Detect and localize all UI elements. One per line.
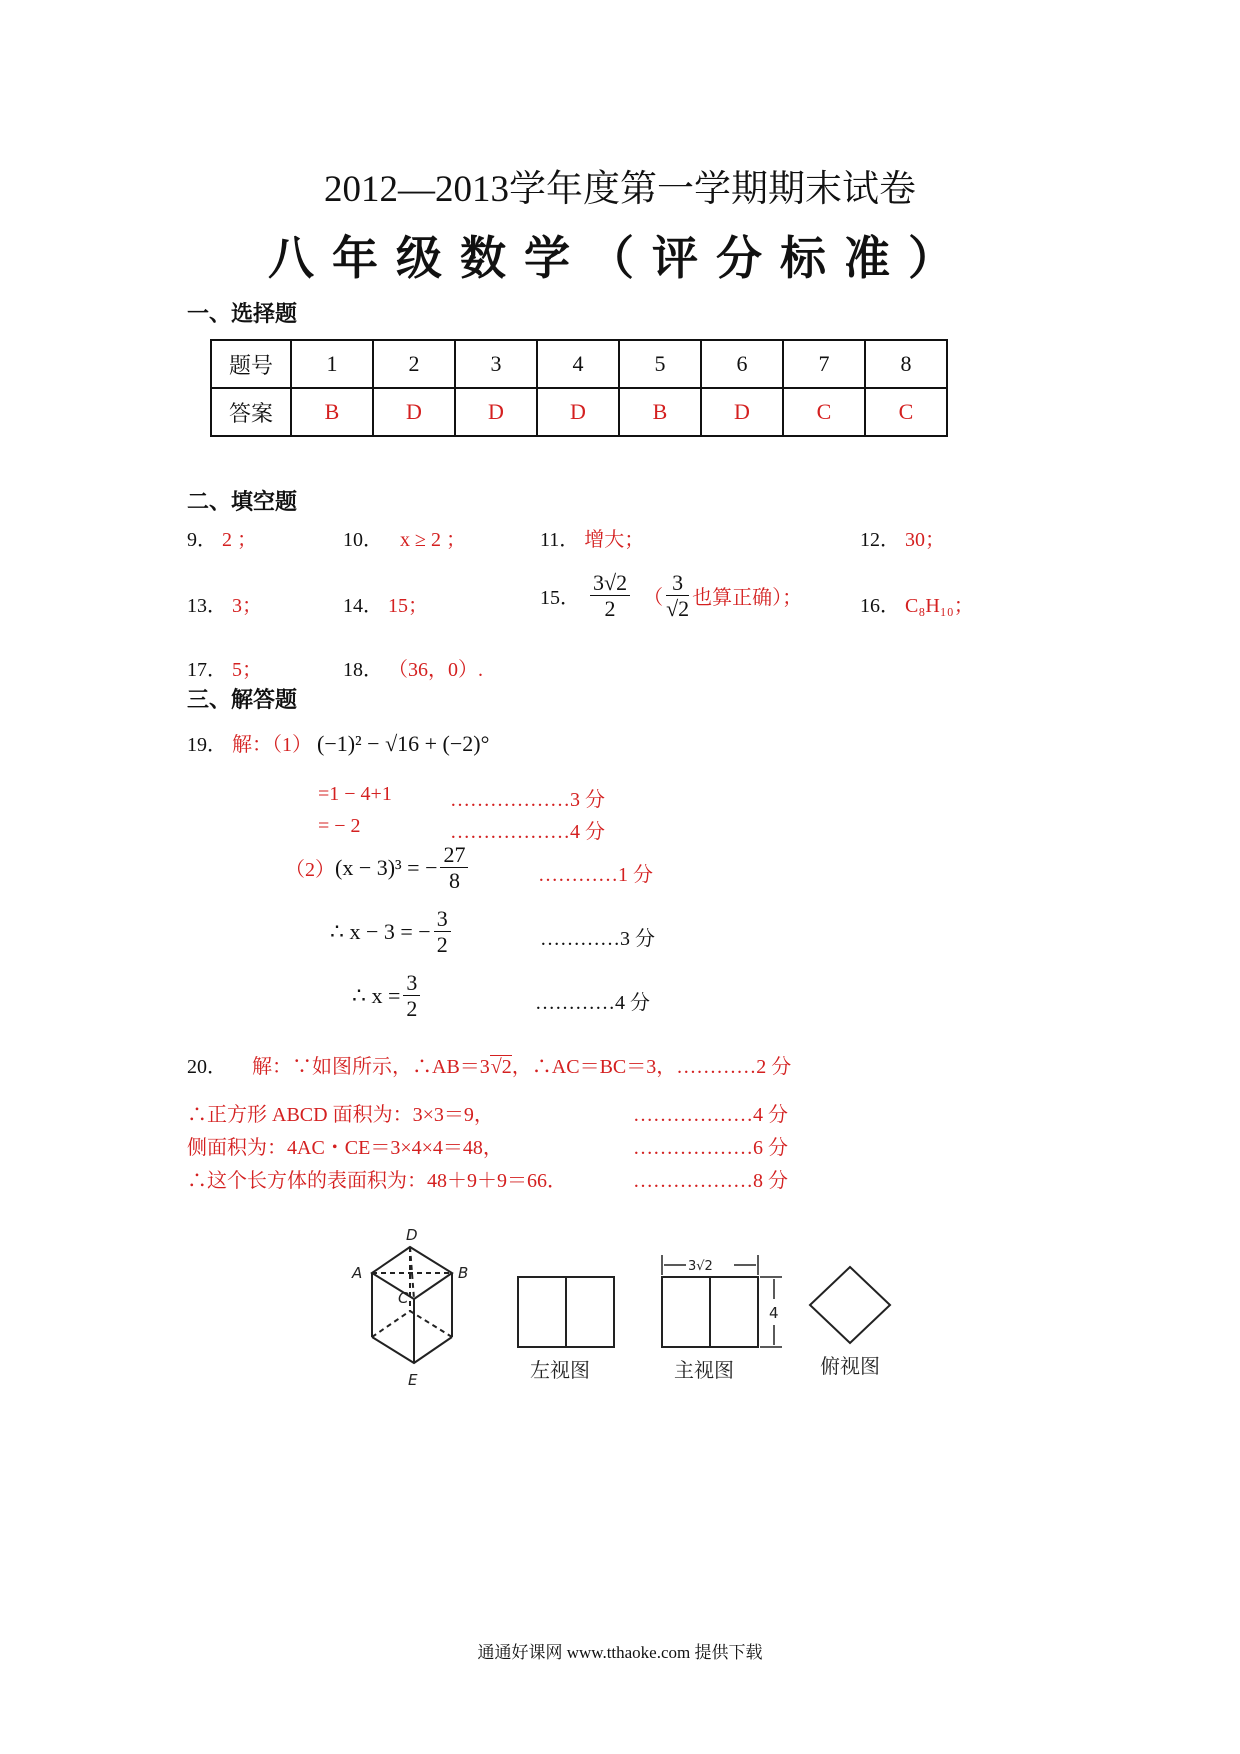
q19-part-2-step-1-score: …………3 分	[540, 928, 655, 950]
left-view-label: 左视图	[530, 1358, 590, 1382]
q19-step-1-score: ………………3 分	[450, 789, 605, 811]
item-number: 10．	[343, 529, 383, 551]
q20-sqrt: √2	[490, 1056, 512, 1078]
fraction-answer	[590, 570, 630, 622]
q20-line-4: ∴这个长方体的表面积为：48＋9＋9＝66．	[187, 1170, 567, 1192]
fraction-numerator: 3	[434, 906, 451, 932]
fraction-denominator: 8	[448, 868, 460, 894]
fill-item-10	[343, 523, 466, 552]
answer-cell: C	[865, 388, 947, 436]
fraction-denominator: 2	[604, 596, 616, 622]
title-line-2: 八年级数学（评分标准）	[268, 231, 972, 285]
fraction-numerator: 3√2	[590, 570, 630, 596]
q19-number: 19．	[187, 734, 227, 756]
q20-line-2-score: ………………4 分	[633, 1104, 788, 1126]
cube-label-a: A	[352, 1264, 363, 1282]
q19-part-2	[285, 842, 471, 894]
question-number: 7	[783, 340, 865, 388]
question-number: 2	[373, 340, 455, 388]
q19-line	[187, 728, 489, 757]
step-expression: ∴ x − 3 = −	[330, 918, 431, 944]
fraction-numerator: 3	[403, 970, 420, 996]
answer-table	[210, 339, 948, 437]
fill-item-11	[540, 523, 644, 552]
front-view-label: 主视图	[674, 1358, 734, 1382]
fraction-numerator: 3	[666, 570, 689, 596]
q19-part-2-fraction	[440, 842, 468, 894]
fill-item-12	[860, 523, 945, 552]
top-view-figure	[810, 1267, 890, 1343]
section-2-heading: 二、填空题	[187, 490, 298, 515]
cube-label-d: D	[406, 1226, 418, 1244]
step-expression: ∴ x =	[352, 982, 401, 1008]
answer-cell: D	[455, 388, 537, 436]
item-number: 14．	[343, 595, 383, 617]
item-answer: 增大；	[584, 529, 645, 551]
item-number: 12．	[860, 529, 900, 551]
q20-line-3: 侧面积为：4AC・CE＝3×4×4＝48，	[187, 1137, 503, 1159]
fill-item-17	[187, 653, 262, 682]
q20-line-1	[187, 1050, 791, 1079]
item-answer: （36，0）.	[388, 659, 483, 681]
q19-expression: (−1)² − √16 + (−2)°	[317, 731, 490, 756]
section-3-heading: 三、解答题	[187, 688, 298, 713]
fraction-numerator: 27	[440, 842, 468, 868]
question-number: 1	[291, 340, 373, 388]
q19-part-2-score: …………1 分	[538, 864, 653, 886]
figures	[340, 1225, 900, 1395]
item-answer: x ≥ 2 ；	[400, 529, 466, 551]
q19-intro: 解：（1）	[232, 734, 312, 756]
q19-step-2: = − 2	[318, 815, 361, 837]
item-number: 13．	[187, 595, 227, 617]
item-answer: 15；	[388, 595, 428, 617]
item-note: 也算正确）；	[692, 587, 803, 610]
q20-number: 20．	[187, 1056, 227, 1078]
q19-step-2-score: ………………4 分	[450, 821, 605, 843]
cube-label-b: B	[458, 1264, 469, 1282]
q20-line-2: ∴正方形 ABCD 面积为：3×3＝9，	[187, 1104, 494, 1126]
item-answer: 30；	[905, 529, 945, 551]
table-row	[211, 340, 947, 388]
item-answer: 5；	[232, 659, 262, 681]
fraction-denominator: 2	[436, 932, 448, 958]
question-number: 6	[701, 340, 783, 388]
row-header-answer: 答案	[211, 388, 291, 436]
q19-part-2-step-1	[330, 906, 454, 958]
item-number: 9．	[187, 529, 217, 551]
item-number: 11．	[540, 529, 580, 551]
fill-item-18	[343, 653, 483, 682]
item-number: 16．	[860, 595, 900, 617]
q19-part-2-step-2	[352, 970, 423, 1022]
q19-part-2-expression: (x − 3)³ = −	[335, 854, 438, 880]
front-view-figure	[662, 1255, 782, 1347]
fill-item-9	[187, 523, 257, 552]
answer-cell: D	[373, 388, 455, 436]
cube-label-c: C	[398, 1289, 409, 1307]
front-view-height-label: 4	[769, 1304, 779, 1322]
section-1-heading: 一、选择题	[187, 302, 298, 327]
fill-item-13	[187, 589, 262, 618]
answer-cell: C	[783, 388, 865, 436]
q20-text-a: 解：∵如图所示，∴AB＝3	[252, 1056, 490, 1078]
cube-label-e: E	[408, 1371, 418, 1389]
item-answer: 2 ；	[222, 529, 257, 551]
fraction-alternative	[666, 570, 689, 622]
q20-line-3-score: ………………6 分	[633, 1137, 788, 1159]
q20-text-b: ，∴AC＝BC＝3，…………2 分	[511, 1056, 792, 1078]
item-answer: C₈H₁₀；	[905, 595, 974, 617]
question-number: 8	[865, 340, 947, 388]
table-row	[211, 388, 947, 436]
item-answer: 3；	[232, 595, 262, 617]
title-line-1: 2012—2013学年度第一学期期末试卷	[324, 169, 916, 210]
answer-cell: D	[701, 388, 783, 436]
answer-cell: D	[537, 388, 619, 436]
left-view-figure	[518, 1277, 614, 1347]
q20-line-4-score: ………………8 分	[633, 1170, 788, 1192]
front-view-width-label: 3√2	[688, 1259, 713, 1274]
fraction-denominator: √2	[666, 596, 690, 622]
q20-sqrt-value: 2	[501, 1056, 512, 1078]
question-number: 3	[455, 340, 537, 388]
top-view-label: 俯视图	[820, 1354, 880, 1378]
fill-item-16	[860, 589, 974, 618]
fraction-denominator: 2	[406, 996, 418, 1022]
fill-item-15	[540, 570, 802, 622]
step-fraction	[434, 906, 451, 958]
item-number: 17．	[187, 659, 227, 681]
q19-part-2-step-2-score: …………4 分	[535, 992, 650, 1014]
answer-cell: B	[291, 388, 373, 436]
row-header-question: 题号	[211, 340, 291, 388]
footer: 通通好课网 www.tthaoke.com 提供下载	[477, 1643, 763, 1662]
question-number: 5	[619, 340, 701, 388]
q19-step-1: =1 − 4+1	[318, 783, 392, 805]
q19-part-2-label: （2）	[285, 859, 335, 882]
item-number: 15．	[540, 587, 580, 610]
item-number: 18．	[343, 659, 383, 681]
cube-figure	[372, 1247, 452, 1363]
paren-open: （	[643, 587, 664, 610]
answer-cell: B	[619, 388, 701, 436]
question-number: 4	[537, 340, 619, 388]
step-fraction	[403, 970, 420, 1022]
fill-item-14	[343, 589, 428, 618]
